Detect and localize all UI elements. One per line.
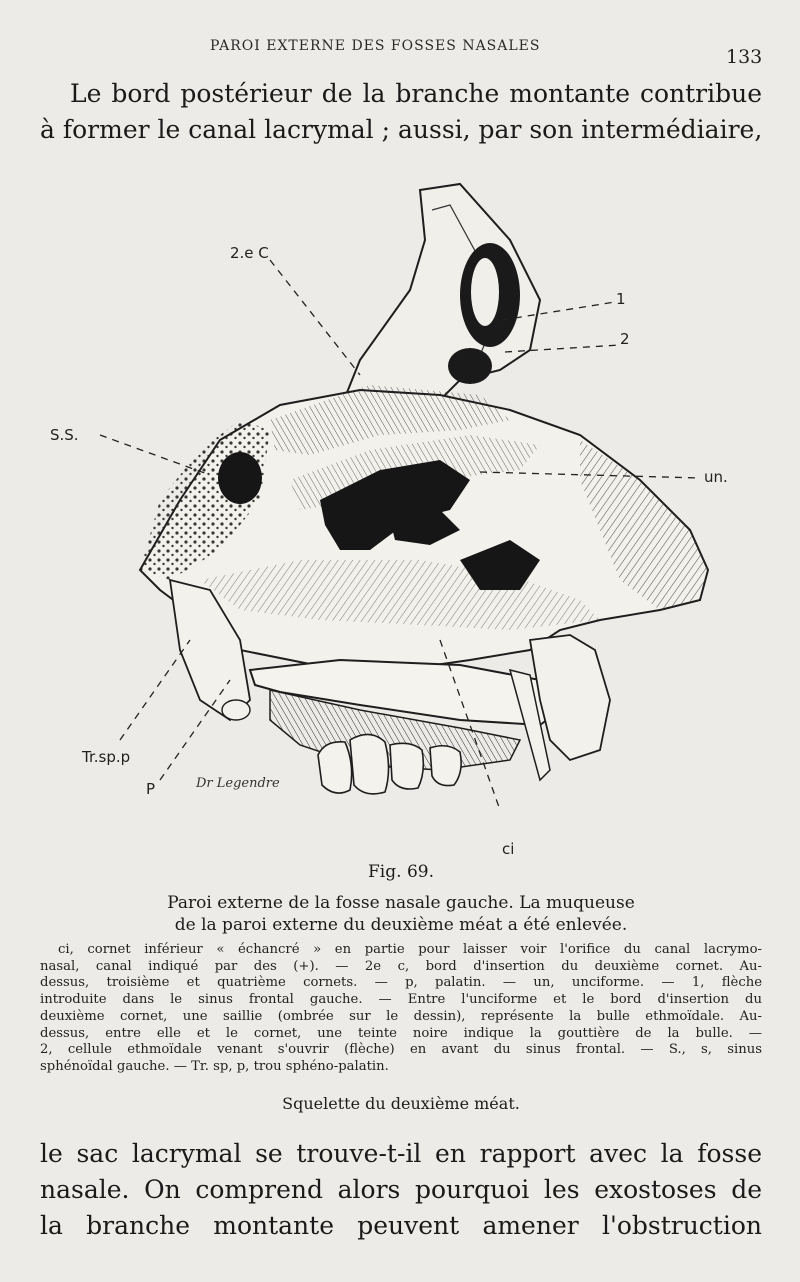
legend-line: ci, cornet inférieur « échancré » en partie pour laisser voir l'orifice du canal lacrymo-	[58, 942, 762, 957]
legend-line: dessus, troisième et quatrième cornets. — p, palatin. — un, unciforme. — 1, flèche	[40, 975, 762, 991]
top-paragraph	[40, 76, 762, 148]
running-title: PAROI EXTERNE DES FOSSES NASALES	[210, 38, 541, 54]
page-number: 133	[726, 46, 763, 68]
text-line: la branche montante peuvent amener l'obstruction	[40, 1211, 762, 1240]
label-palatine: P	[146, 780, 156, 798]
figure-subtitle: Squelette du deuxième méat.	[282, 1094, 520, 1113]
text-line: nasale. On comprend alors pourquoi les exostoses de	[40, 1175, 762, 1204]
figure-title	[40, 892, 762, 936]
legend-line: introduite dans le sinus frontal gauche. — Entre l'unciforme et le bord d'insertion du	[40, 992, 762, 1008]
label-inferior-cornet: ci	[502, 840, 515, 858]
legend-line: dessus, entre elle et le cornet, une teinte noire indique la gouttière de la bulle. —	[40, 1025, 762, 1041]
legend-line: nasal, canal indiqué par des (+). — 2e c, bord d'insertion du deuxième cornet. Au-	[40, 958, 762, 974]
figure-legend	[40, 942, 762, 1076]
label-second-cornet: 2.e C	[230, 244, 269, 262]
label-1: 1	[616, 290, 626, 308]
figure-number: Fig. 69.	[368, 862, 434, 882]
text-line: à former le canal lacrymal ; aussi, par son intermédiaire,	[40, 115, 763, 144]
label-sphenoid-sinus: S.S.	[50, 426, 79, 444]
caption-line: Paroi externe de la fosse nasale gauche. La muqueuse	[167, 893, 635, 913]
legend-line: 2, cellule ethmoïdale venant s'ouvrir (flèche) en avant du sinus frontal. — S., s, sinus	[40, 1042, 762, 1058]
bottom-paragraph	[40, 1136, 762, 1244]
text-line: Le bord postérieur de la branche montante contribue	[70, 79, 762, 108]
running-head	[0, 38, 800, 68]
legend-line: sphénoïdal gauche. — Tr. sp, p, trou sphéno-palatin.	[40, 1058, 389, 1074]
label-unciform: un.	[704, 468, 728, 486]
text-line: le sac lacrymal se trouve-t-il en rapport avec la fosse	[40, 1139, 762, 1168]
label-2: 2	[620, 330, 630, 348]
caption-line: de la paroi externe du deuxième méat a été enlevée.	[174, 915, 628, 935]
legend-line: deuxième cornet, une saillie (ombrée sur le dessin), représente la bulle ethmoïdale. Au-	[40, 1008, 762, 1024]
nasal-wall-illustration	[40, 180, 760, 860]
artist-signature: Dr Legendre	[196, 776, 280, 791]
anatomical-figure	[40, 180, 760, 860]
label-spheno-palatine: Tr.sp.p	[82, 748, 131, 766]
